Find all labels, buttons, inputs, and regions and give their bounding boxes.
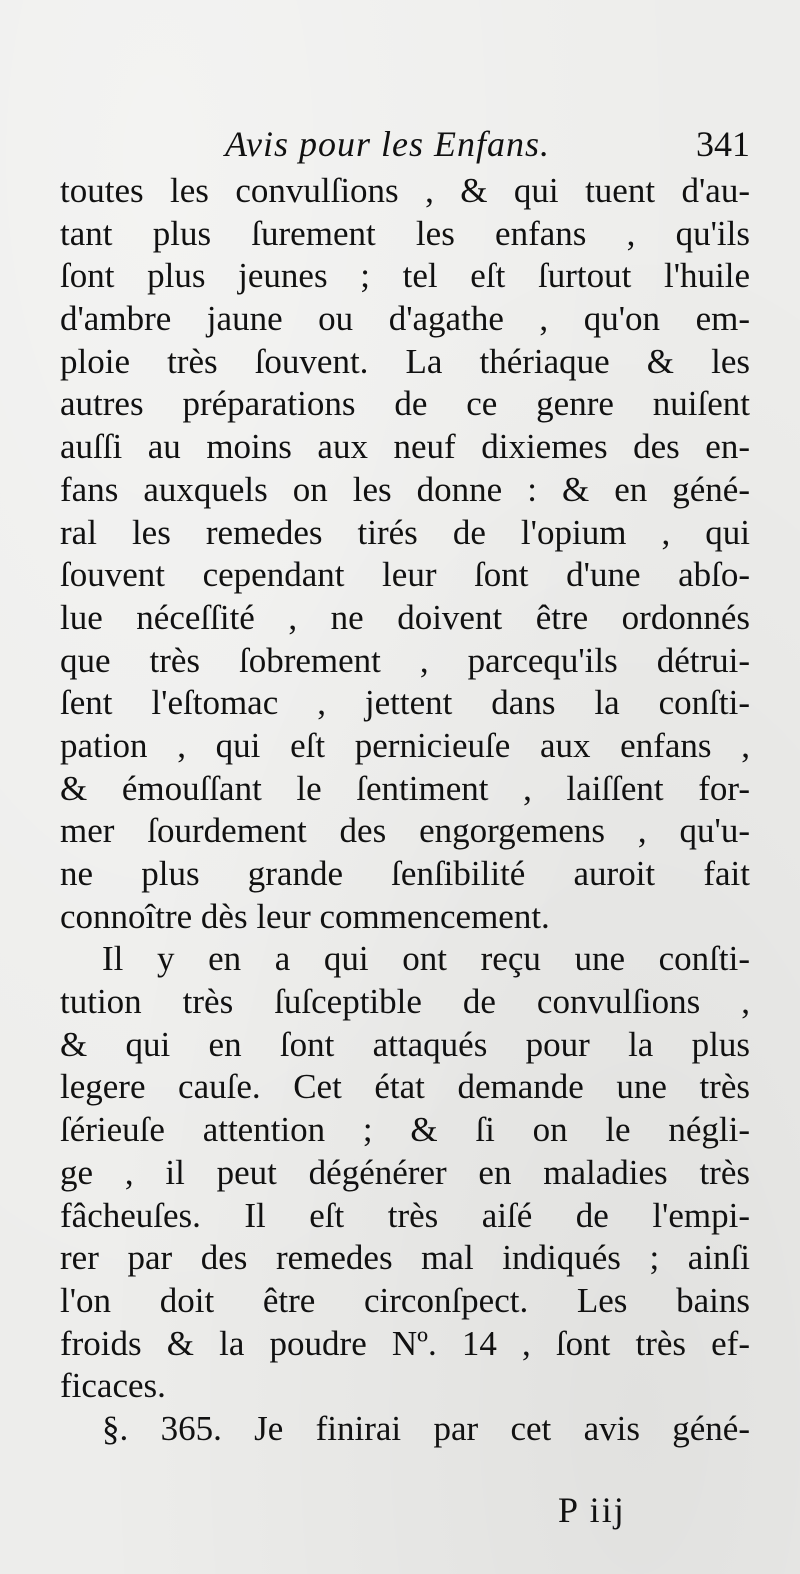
text-line: fans auxquels on les donne : & en géné- <box>60 469 750 509</box>
text-line: & émouſſant le ſentiment , laiſſent for- <box>60 768 750 808</box>
text-line: tant plus ſurement les enfans , qu'ils <box>60 213 750 253</box>
text-line: mer ſourdement des engorgemens , qu'u- <box>60 811 750 851</box>
text-line: l'on doit être circonſpect. Les bains <box>60 1280 750 1320</box>
text-line: ne plus grande ſenſibilité auroit fait <box>60 854 750 893</box>
text-line: legere cauſe. Cet état demande une très <box>60 1067 750 1107</box>
text-line: pation , qui eſt pernicieuſe aux enfans , <box>60 725 750 765</box>
text-line: que très ſobrement , parcequ'ils détrui- <box>60 640 750 680</box>
running-title: Avis pour les Enfans. <box>225 124 550 164</box>
text-line: ſont plus jeunes ; tel eſt ſurtout l'huile <box>60 256 750 296</box>
text-line: ral les remedes tirés de l'opium , qui <box>60 512 750 552</box>
text-line: toutes les convulſions , & qui tuent d'au- <box>60 171 750 210</box>
text-line: d'ambre jaune ou d'agathe , qu'on em- <box>60 299 750 339</box>
text-line: lue néceſſité , ne doivent être ordonnés <box>60 597 750 637</box>
text-line: autres préparations de ce genre nuiſent <box>60 384 750 424</box>
text-line: ploie très ſouvent. La thériaque & les <box>60 341 750 381</box>
text-line: auſſi au moins aux neuf dixiemes des en- <box>60 427 750 467</box>
paragraph-start-line: Il y en a qui ont reçu une conſti- <box>102 939 750 979</box>
paragraph-end-line: connoître dès leur commencement. <box>60 896 550 936</box>
page-number: 341 <box>696 124 750 164</box>
body-text <box>60 170 750 1451</box>
text-line: ge , il peut dégénérer en maladies très <box>60 1152 750 1192</box>
text-line: tution très ſuſceptible de convulſions , <box>60 982 750 1022</box>
text-line: ſent l'eſtomac , jettent dans la conſti- <box>60 683 750 723</box>
text-line: froids & la poudre Nº. 14 , ſont très ef- <box>60 1323 750 1363</box>
text-line: ſérieuſe attention ; & ſi on le négli- <box>60 1110 750 1150</box>
text-line: ſouvent cependant leur ſont d'une abſo- <box>60 555 750 595</box>
paragraph-end-line: ficaces. <box>60 1366 166 1406</box>
section-start-line: §. 365. Je finirai par cet avis géné- <box>102 1408 750 1448</box>
text-line: fâcheuſes. Il eſt très aiſé de l'empi- <box>60 1195 750 1235</box>
signature-mark: P iij <box>558 1490 626 1530</box>
text-line: rer par des remedes mal indiqués ; ainſi <box>60 1238 750 1278</box>
page-header <box>60 122 750 166</box>
text-line: & qui en ſont attaqués pour la plus <box>60 1024 750 1064</box>
